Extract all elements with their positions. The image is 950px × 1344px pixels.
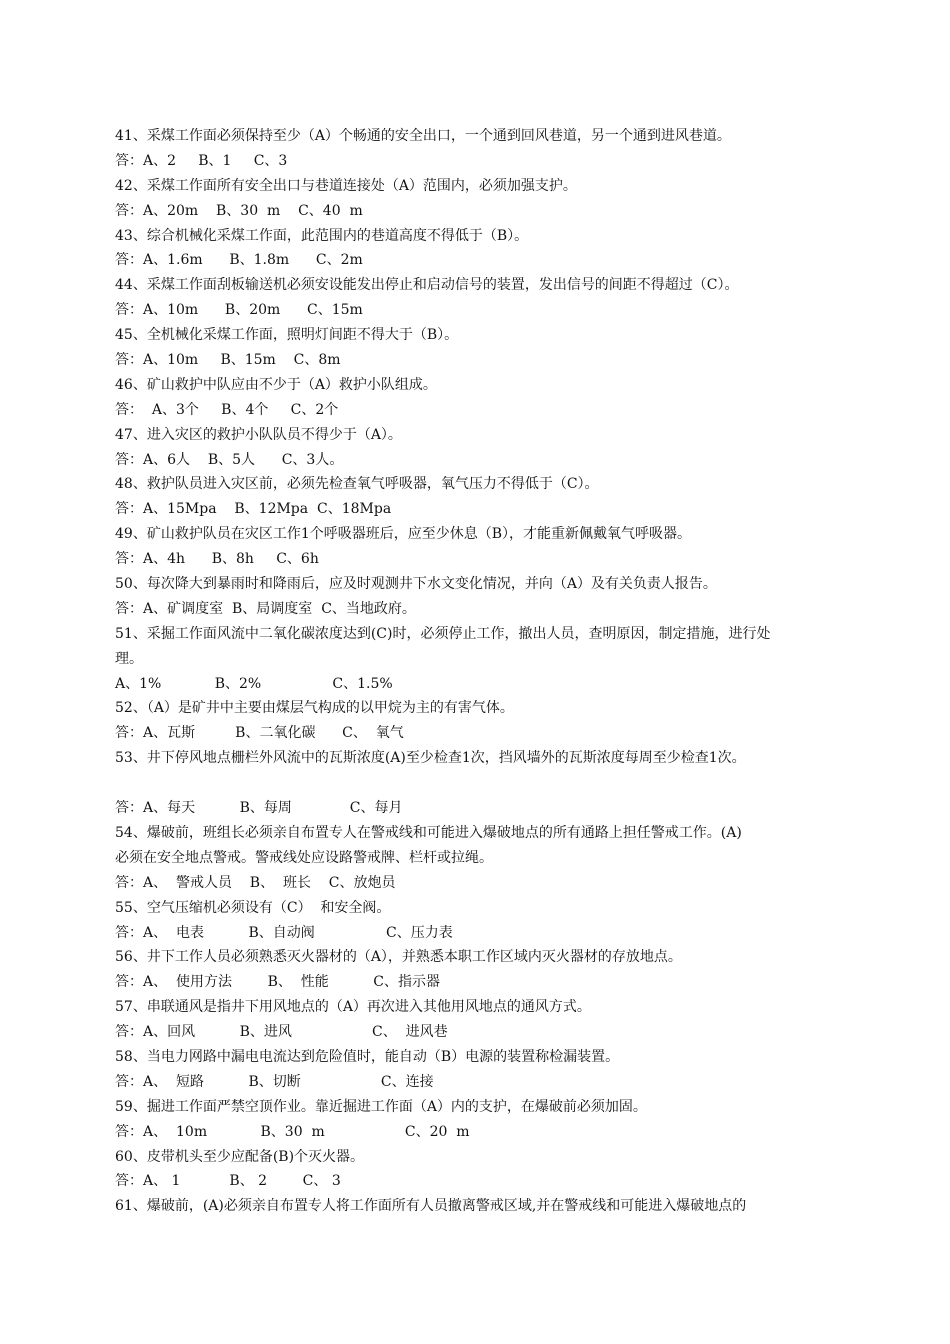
text-line: 必须在安全地点警戒。警戒线处应设路警戒牌、栏杆或拉绳。 [115, 849, 493, 866]
answer-line: 答：A、1.6m B、1.8m C、2m [115, 252, 363, 269]
text-line: 49、矿山救护队员在灾区工作1个呼吸器班后，应至少休息（B），才能重新佩戴氧气呼吸器。 [115, 526, 692, 543]
text-line: 43、综合机械化采煤工作面，此范围内的巷道高度不得低于（B）。 [115, 227, 529, 244]
text-line: 61、爆破前，(A)必须亲自布置专人将工作面所有人员撤离警戒区域,并在警戒线和可能进入爆破地点的 [115, 1198, 747, 1215]
text-line: 50、每次降大到暴雨时和降雨后，应及时观测井下水文变化情况，并向（A）及有关负责人报告。 [115, 576, 717, 593]
text-line: 52、（A）是矿井中主要由煤层气构成的以甲烷为主的有害气体。 [115, 700, 514, 717]
answer-line: 答：A、6人 B、5人 C、3人。 [115, 451, 344, 468]
document-page [115, 124, 875, 1219]
answer-line: A、1% B、2% C、1.5% [115, 675, 393, 692]
answer-line: 答：A、矿调度室 B、局调度室 C、当地政府。 [115, 600, 416, 617]
answer-line: 答：A、每天 B、每周 C、每月 [115, 800, 403, 817]
answer-line: 答：A、 电表 B、自动阀 C、压力表 [115, 924, 453, 941]
text-line: 53、井下停风地点栅栏外风流中的瓦斯浓度(A)至少检查1次，挡风墙外的瓦斯浓度每周至少检查1次。 [115, 750, 746, 767]
answer-line: 答：A、 短路 B、切断 C、连接 [115, 1073, 434, 1090]
text-line: 47、进入灾区的救护小队队员不得少于（A）。 [115, 426, 402, 443]
text-line: 理。 [115, 650, 143, 667]
text-line: 42、采煤工作面所有安全出口与巷道连接处（A）范围内，必须加强支护。 [115, 177, 577, 194]
answer-line: 答：A、瓦斯 B、二氧化碳 C、 氧气 [115, 725, 404, 742]
blank-line [115, 771, 875, 796]
answer-line: 答：A、 10m B、30 m C、20 m [115, 1123, 470, 1140]
text-line: 60、皮带机头至少应配备(B)个灭火器。 [115, 1148, 365, 1165]
answer-line: 答：A、10m B、20m C、15m [115, 302, 363, 319]
answer-line: 答：A、20m B、30 m C、40 m [115, 202, 363, 219]
answer-line: 答：A、15Mpa B、12Mpa C、18Mpa [115, 501, 392, 518]
answer-line: 答： A、3个 B、4个 C、2个 [115, 401, 339, 418]
answer-line: 答：A、回风 B、进风 C、 进风巷 [115, 1024, 448, 1041]
text-line: 55、空气压缩机必须设有（C） 和安全阀。 [115, 899, 391, 916]
answer-line: 答：A、 1 B、 2 C、 3 [115, 1173, 341, 1190]
answer-line: 答：A、2 B、1 C、3 [115, 152, 288, 169]
text-line: 41、采煤工作面必须保持至少（A）个畅通的安全出口，一个通到回风巷道，另一个通到进风巷道。 [115, 128, 731, 144]
text-line: 59、掘进工作面严禁空顶作业。靠近掘进工作面（A）内的支护，在爆破前必须加固。 [115, 1098, 647, 1115]
answer-line: 答：A、 使用方法 B、 性能 C、指示器 [115, 974, 441, 991]
text-line: 45、全机械化采煤工作面，照明灯间距不得大于（B）。 [115, 327, 459, 344]
text-line: 56、井下工作人员必须熟悉灭火器材的（A），并熟悉本职工作区域内灭火器材的存放地点。 [115, 949, 682, 966]
text-line: 57、串联通风是指井下用风地点的（A）再次进入其他用风地点的通风方式。 [115, 999, 591, 1016]
text-line: 48、救护队员进入灾区前，必须先检查氧气呼吸器，氧气压力不得低于（C）。 [115, 476, 599, 493]
answer-line: 答：A、 警戒人员 B、 班长 C、放炮员 [115, 874, 396, 891]
text-line: 44、采煤工作面刮板输送机必须安设能发出停止和启动信号的装置，发出信号的间距不得超过（C）。 [115, 277, 739, 294]
answer-line: 答：A、10m B、15m C、8m [115, 352, 341, 369]
text-line: 46、矿山救护中队应由不少于（A）救护小队组成。 [115, 376, 437, 393]
text-line: 54、爆破前，班组长必须亲自布置专人在警戒线和可能进入爆破地点的所有通路上担任警戒工作。(A) [115, 824, 742, 841]
answer-line: 答：A、4h B、8h C、6h [115, 551, 319, 568]
text-line: 58、当电力网路中漏电电流达到危险值时，能自动（B）电源的装置称检漏装置。 [115, 1048, 620, 1065]
text-line: 51、采掘工作面风流中二氧化碳浓度达到(C)时，必须停止工作，撤出人员，查明原因，制定措施，进行处 [115, 625, 771, 642]
